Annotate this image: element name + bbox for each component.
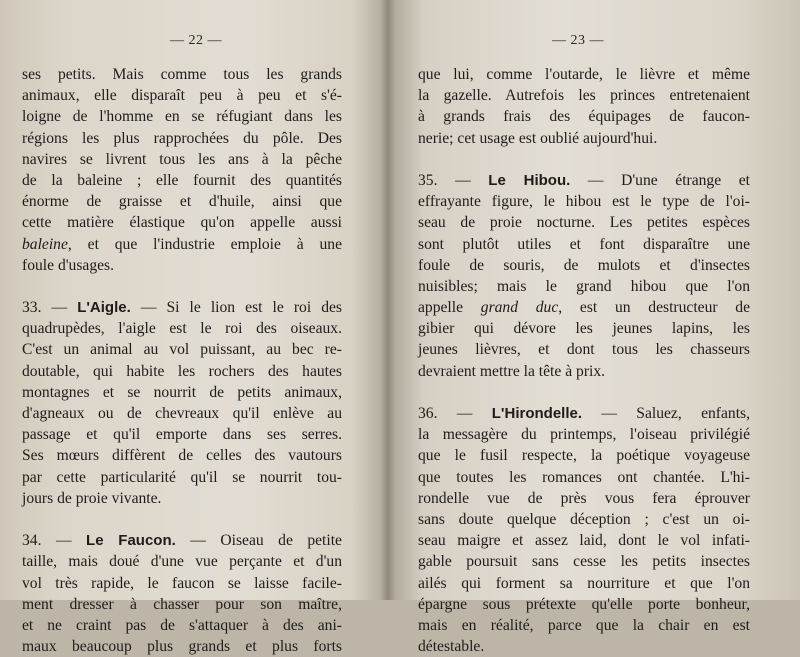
- text-line: énorme de graisse et d'huile, ainsi que: [22, 193, 342, 211]
- section-heading-line: 34. — Le Faucon. — Oiseau de petite: [22, 532, 342, 550]
- text-line: détestable.: [418, 638, 485, 656]
- text-line: maux beaucoup plus grands et plus forts: [22, 638, 342, 656]
- text-line: régions les plus rapprochées du pôle. Des: [22, 129, 342, 147]
- text-line: seau de proie nocturne. Les petites espèces: [418, 214, 750, 232]
- text-line: gibier qui dévore les jeunes lapins, les: [418, 320, 750, 338]
- text-line: foule de souris, de mulots et d'insectes: [418, 256, 750, 274]
- left-page: [0, 0, 372, 656]
- page-text: [22, 64, 342, 657]
- text-line: C'est un animal au vol puissant, au bec re-: [22, 341, 342, 359]
- section-heading-line: 36. — L'Hirondelle. — Saluez, enfants,: [418, 405, 751, 422]
- text-line: la messagère du printemps, l'oiseau privilégié: [418, 426, 750, 444]
- page-text: [418, 64, 750, 657]
- paragraph-gap: [22, 509, 342, 530]
- text-line: devraient mettre la tête à prix.: [418, 362, 606, 380]
- text-line: de la baleine ; elle fournit des quantités: [22, 171, 342, 189]
- text-line: doutable, qui habite les rochers des hautes: [22, 362, 342, 380]
- right-page: [384, 0, 800, 656]
- text-line: loigne de l'homme en se réfugiant dans les: [22, 108, 342, 126]
- text-line: animaux, elle disparaît peu à peu et s'é-: [22, 87, 342, 105]
- text-line: baleine, et que l'industrie emploie à une: [22, 235, 342, 253]
- text-line: à grands frais des équipages de faucon-: [418, 108, 750, 126]
- text-line: que toutes les romances ont chantée. L'hi-: [418, 468, 750, 486]
- paragraph-gap: [418, 382, 750, 403]
- text-line: gable poursuit sans cesse les petits insectes: [418, 553, 750, 571]
- text-line: seau maigre et assez laid, dont le vol infati-: [418, 532, 750, 550]
- text-line: sont plutôt utiles et font disparaître une: [418, 235, 750, 253]
- italic-term: baleine: [22, 235, 68, 253]
- text-line: sans doute quelque déception ; c'est un oi-: [418, 510, 750, 528]
- paragraph-gap: [418, 149, 750, 170]
- text-line: par cette particularité qu'il se nourrit tou-: [22, 468, 342, 486]
- text-line: navires se livrent tous les ans à la pêche: [22, 150, 342, 168]
- text-line: passage et qu'il emporte dans ses serres.: [22, 426, 342, 444]
- section-heading-line: 35. — Le Hibou. — D'une étrange et: [418, 171, 750, 189]
- text-line: montagnes et se nourrit de petits animaux,: [22, 383, 342, 401]
- paragraph-gap: [22, 276, 342, 297]
- page-number: — 22 —: [170, 33, 222, 48]
- text-line: ailés qui forment sa nourriture et que l'on: [418, 574, 750, 592]
- text-line: appelle grand duc, est un destructeur de: [418, 299, 751, 317]
- section-title: L'Hirondelle.: [491, 405, 583, 422]
- text-line: rondelle vue de près vous fera éprouver: [418, 489, 750, 507]
- text-line: jours de proie vivante.: [22, 489, 162, 507]
- section-title: L'Aigle.: [77, 299, 131, 317]
- text-line: vol très rapide, le faucon se laisse facile-: [22, 574, 342, 592]
- text-line: la gazelle. Autrefois les princes entretenaient: [418, 87, 750, 105]
- text-line: d'agneaux ou de chevreaux qu'il enlève au: [22, 405, 342, 422]
- text-line: ment dresser à chasser pour son maître,: [22, 595, 342, 613]
- text-line: nerie; cet usage est oublié aujourd'hui.: [418, 129, 658, 147]
- section-heading-line: 33. — L'Aigle. — Si le lion est le roi des: [22, 299, 343, 317]
- text-line: épargne sous prétexte qu'elle porte bonheur,: [418, 595, 750, 613]
- text-line: que le fusil respecte, la poétique voyageuse: [418, 447, 750, 465]
- section-title: Le Faucon.: [86, 532, 176, 550]
- text-line: jeunes lièvres, et dont tous les chasseurs: [418, 341, 750, 359]
- text-line: taille, mais doué d'une vue perçante et d'un: [22, 553, 342, 571]
- text-line: foule d'usages.: [22, 256, 115, 274]
- text-line: nuisibles; mais le grand hibou que l'on: [418, 277, 750, 295]
- text-line: effrayante figure, le hibou est le type de l'oi-: [418, 193, 750, 211]
- section-title: Le Hibou.: [488, 171, 571, 189]
- text-line: cette matière élastique qu'on appelle aussi: [22, 214, 342, 232]
- text-line: et ne craint pas de s'attaquer à des ani-: [22, 616, 342, 634]
- page-number: — 23 —: [552, 33, 604, 48]
- text-line: mais en réalité, parce que la chair en est: [418, 616, 750, 634]
- text-line: Ses mœurs diffèrent de celles des vautours: [22, 447, 342, 465]
- text-line: que lui, comme l'outarde, le lièvre et même: [418, 66, 750, 83]
- text-line: ses petits. Mais comme tous les grands: [22, 66, 342, 83]
- text-line: quadrupèdes, l'aigle est le roi des oiseaux.: [22, 320, 342, 338]
- italic-term: grand duc: [480, 299, 559, 317]
